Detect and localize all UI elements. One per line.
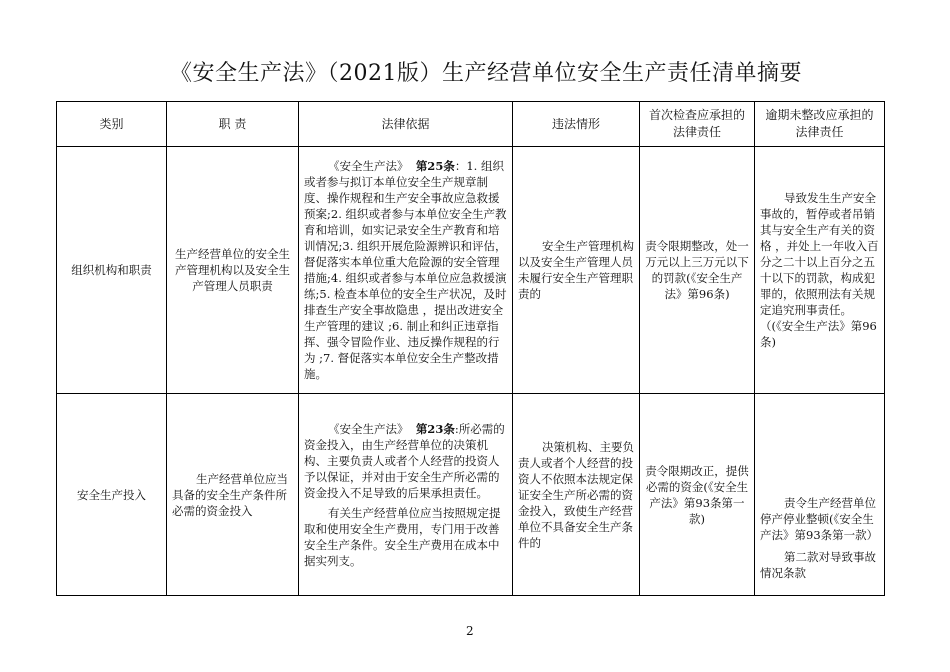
header-violation: 违法情形 <box>513 102 640 147</box>
article-number: 第25条 <box>415 159 455 173</box>
law-text: ：1. 组织或者参与拟订本单位安全生产规章制度、操作规程和生产安全事故应急救援预案;2. 组织或者参与本单位安全生产教育和培训，如实记录安全生产教育和培训情况;3. 组织开展危险源辨识和评估，督促落实本单位重大危险源的安全管理措施;4. 组织或者参与本单位应急救援演练;5. 检查本单位的安全生产状况，及时排查生产安全事故隐患 ，提出改进安全生产管理的建议 ;6. 制止和纠正违章指挥、强令冒险作业、违反操作规程的行为 ;7. 督促落实本单位安全生产整改措施。 <box>304 159 507 381</box>
responsibility-table <box>56 101 885 596</box>
row-duty: 生产经营单位的安全生产管理机构以及安全生产管理人员职责 <box>167 147 299 394</box>
row-violation: 安全生产管理机构以及安全生产管理人员未履行安全生产管理职责的 <box>513 147 640 394</box>
row-category: 组织机构和职责 <box>57 147 167 394</box>
law-name: 《安全生产法》 <box>328 159 409 173</box>
header-first-check-liability: 首次检查应承担的法律责任 <box>640 102 755 147</box>
header-duty: 职 责 <box>167 102 299 147</box>
row-overdue-liability <box>755 394 885 596</box>
table-row <box>57 394 885 596</box>
row-first-check-liability: 责令限期改正，提供必需的资金(《安全生产法》第93条第一款) <box>640 394 755 596</box>
overdue-paragraph-1: 责令生产经营单位停产停业整顿(《安全生产法》第93条第一款） <box>760 496 879 542</box>
row-violation: 决策机构、主要负责人或者个人经营的投资人不依照本法规定保证安全生产所必需的资金投入，致使生产经营单位不具备安全生产条件的 <box>513 394 640 596</box>
page-title: 《安全生产法》（2021版）生产经营单位安全生产责任清单摘要 <box>170 61 802 86</box>
law-text: :所必需的资金投入，由生产经营单位的决策机构、主要负责人或者个人经营的投资人予以保证，并对由于安全生产所必需的资金投入不足导致的后果承担责任。 <box>304 421 505 500</box>
row-legal-basis <box>299 147 513 394</box>
row-overdue-liability: 导致发生生产安全事故的，暂停或者吊销其与安全生产有关的资格 ，并处上一年收入百分之二十以上百分之五十以下的罚款，构成犯罪的，依照刑法有关规定追究刑事责任。（(《安全生产法》第96条) <box>755 147 885 394</box>
header-category: 类别 <box>57 102 167 147</box>
row-first-check-liability: 责令限期整改，处一万元以上三万元以下的罚款(《安全生产法》第96条) <box>640 147 755 394</box>
article-number: 第23条 <box>415 421 455 436</box>
header-overdue-liability: 逾期未整改应承担的法律责任 <box>755 102 885 147</box>
table-row <box>57 147 885 394</box>
page-number: 2 <box>466 624 474 638</box>
law-text-paragraph: 有关生产经营单位应当按照规定提取和使用安全生产费用，专门用于改善安全生产条件。安全生产费用在成本中据实列支。 <box>304 505 501 568</box>
law-name: 《安全生产法》 <box>328 421 409 436</box>
header-legal-basis: 法律依据 <box>299 102 513 147</box>
row-duty: 生产经营单位应当具备的安全生产条件所必需的资金投入 <box>167 394 299 596</box>
row-category: 安全生产投入 <box>57 394 167 596</box>
overdue-paragraph-2: 第二款对导致事故情况条款 <box>760 550 876 580</box>
row-legal-basis <box>299 394 513 596</box>
table-header-row <box>57 102 885 147</box>
